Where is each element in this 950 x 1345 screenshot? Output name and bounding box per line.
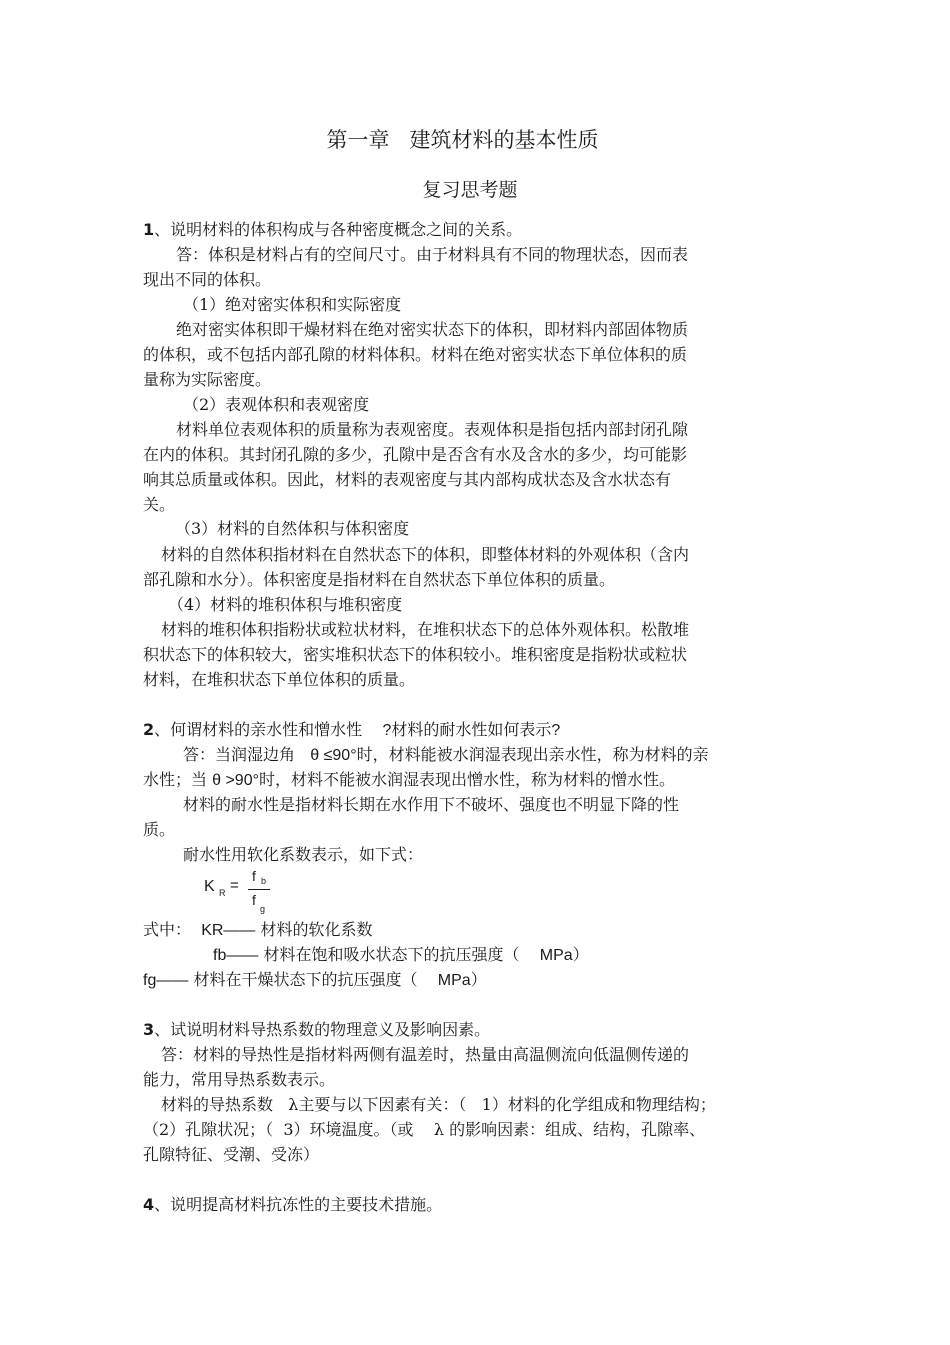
formula-k-subscript: R: [219, 888, 226, 898]
symbol: fg——: [143, 972, 189, 989]
definition-line: [143, 968, 487, 993]
paragraph-line: 材料单位表观体积的质量称为表观密度。表观体积是指包括内部封闭孔隙: [176, 420, 689, 439]
paragraph-line: 的体积，或不包括内部孔隙的材料体积。材料在绝对密实状态下单位体积的质: [143, 345, 688, 364]
text-run: 水性；当: [143, 770, 208, 789]
question-number: 3: [143, 1020, 155, 1039]
question-number: 2: [143, 720, 155, 739]
chapter-title: 第一章 建筑材料的基本性质: [326, 128, 599, 152]
paragraph-line: 材料的导热系数 λ主要与以下因素有关：（ 1）材料的化学组成和物理结构；: [161, 1095, 716, 1114]
question-number: 1: [143, 220, 155, 239]
paragraph-line: [183, 743, 709, 768]
softening-coefficient-formula: [200, 868, 290, 922]
symbol: fb——: [213, 947, 259, 964]
formula-denominator-subscript: g: [260, 904, 266, 914]
paragraph-line: 答：体积是材料占有的空间尺寸。由于材料具有不同的物理状态，因而表: [176, 245, 689, 264]
paragraph-line: 耐水性用软化系数表示，如下式：: [183, 845, 424, 864]
question-text: 、试说明材料导热系数的物理意义及影响因素。: [154, 1020, 491, 1039]
paragraph-line: 能力，常用导热系数表示。: [143, 1070, 336, 1089]
paragraph-line: 材料的堆积体积指粉状或粒状材料，在堆积状态下的总体外观体积。松散堆: [161, 620, 690, 639]
formula-numerator: f: [252, 868, 256, 884]
question-3: [143, 1018, 490, 1042]
paragraph-line: 质。: [143, 820, 176, 839]
paragraph-line: 部孔隙和水分）。体积密度是指材料在自然状态下单位体积的质量。: [143, 570, 616, 589]
subheading: （3）材料的自然体积与体积密度: [175, 519, 410, 538]
theta-condition: θ >90°: [212, 772, 259, 789]
subheading: （1）绝对密实体积和实际密度: [183, 295, 402, 314]
formula-equals: =: [230, 877, 239, 894]
theta-condition: θ ≤90°: [310, 747, 357, 764]
paragraph-line: 材料，在堆积状态下单位体积的质量。: [143, 670, 416, 689]
formula-denominator: f: [252, 892, 256, 908]
paragraph-line: 孔隙特征、受潮、受冻）: [143, 1145, 320, 1164]
paragraph-line: 材料的耐水性是指材料长期在水作用下不破坏、强度也不明显下降的性: [183, 795, 680, 814]
text-run: 答：当润湿边角: [183, 745, 296, 764]
formula-k: K: [204, 878, 215, 895]
text-run: 时，材料不能被水润湿表现出憎水性，称为材料的憎水性。: [259, 770, 676, 789]
paragraph-line: 积状态下的体积较大，密实堆积状态下的体积较小。堆积密度是指粉状或粒状: [143, 645, 688, 664]
paragraph-line: 量称为实际密度。: [143, 370, 272, 389]
text-run: 式中：: [143, 920, 192, 939]
question-text: 、说明提高材料抗冻性的主要技术措施。: [154, 1195, 443, 1214]
paragraph-line: 绝对密实体积即干燥材料在绝对密实状态下的体积，即材料内部固体物质: [176, 320, 689, 339]
definition-line: [143, 918, 373, 943]
text-run: 材料的软化系数: [260, 920, 373, 939]
definition-line: [213, 943, 589, 968]
question-2: [143, 718, 560, 743]
question-4: [143, 1193, 442, 1217]
paragraph-line: 关。: [143, 495, 176, 514]
unit: MPa）: [437, 972, 487, 989]
formula-numerator-subscript: b: [261, 876, 267, 886]
section-subtitle: 复习思考题: [422, 179, 518, 201]
text-run: 材料在饱和吸水状态下的抗压强度（: [263, 945, 520, 964]
paragraph-line: 材料的自然体积指材料在自然状态下的体积，即整体材料的外观体积（含内: [161, 545, 690, 564]
question-text: 、何谓材料的亲水性和憎水性: [154, 720, 363, 739]
symbol: KR——: [201, 922, 256, 939]
subheading: （2）表观体积和表观密度: [183, 395, 370, 414]
subheading: （4）材料的堆积体积与堆积密度: [168, 595, 403, 614]
question-text-2: ?材料的耐水性如何表示?: [382, 722, 561, 739]
unit: MPa）: [539, 947, 589, 964]
question-1: [143, 218, 522, 242]
paragraph-line: [143, 768, 675, 793]
question-number: 4: [143, 1195, 155, 1214]
paragraph-line: 响其总质量或体积。因此，材料的表观密度与其内部构成状态及含水状态有: [143, 470, 672, 489]
paragraph-line: 答：材料的导热性是指材料两侧有温差时，热量由高温侧流向低温侧传递的: [161, 1045, 690, 1064]
paragraph-line: （2）孔隙状况；（ 3）环境温度。（或 λ 的影响因素：组成、结构，孔隙率、: [143, 1120, 706, 1139]
fraction-bar: [248, 889, 270, 890]
paragraph-line: 现出不同的体积。: [143, 270, 272, 289]
text-run: 时，材料能被水润湿表现出亲水性，称为材料的亲: [356, 745, 709, 764]
paragraph-line: 在内的体积。其封闭孔隙的多少，孔隙中是否含有水及含水的多少，均可能影: [143, 445, 688, 464]
question-text: 、说明材料的体积构成与各种密度概念之间的关系。: [154, 220, 523, 239]
text-run: 材料在干燥状态下的抗压强度（: [193, 970, 418, 989]
